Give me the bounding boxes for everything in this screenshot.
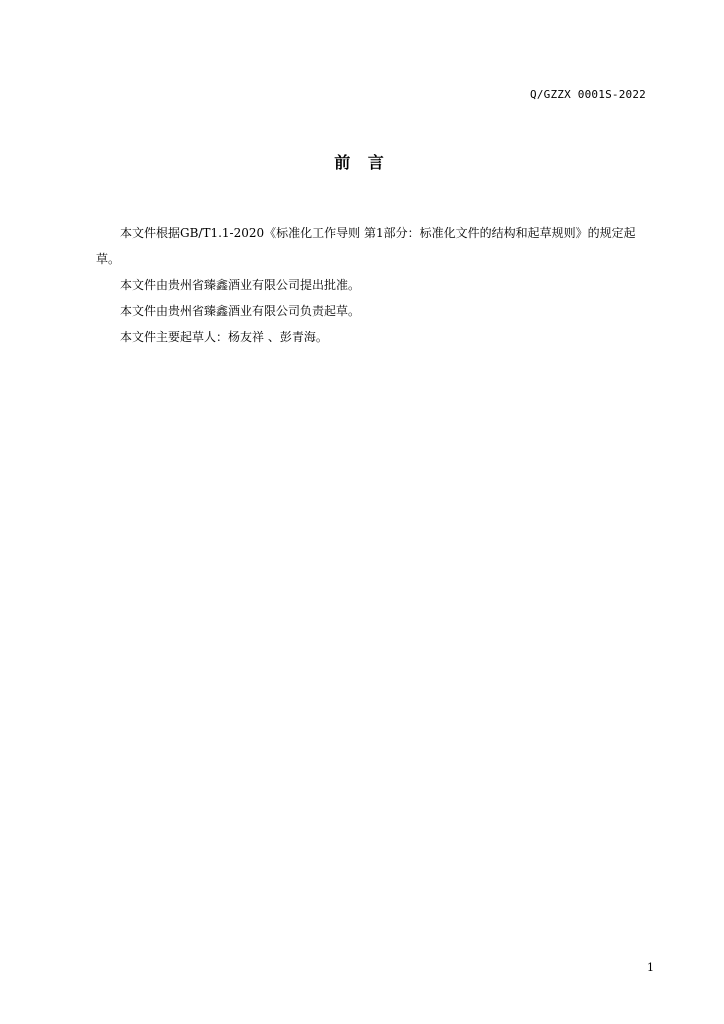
- paragraph-drafters: 本文件主要起草人：杨友祥 、彭青海。: [120, 330, 328, 344]
- page-title: 前 言: [334, 153, 390, 172]
- page-number: 1: [647, 961, 654, 974]
- paragraph-drafting-basis: 本文件根据GB/T1.1-2020《标准化工作导则 第1部分：标准化文件的结构和起草规则》的规定起草。: [96, 226, 636, 266]
- paragraph-drafting-unit: 本文件由贵州省臻鑫酒业有限公司负责起草。: [120, 304, 361, 318]
- standard-code: Q/GZZX 0001S-2022: [530, 88, 646, 101]
- paragraph-proposer: 本文件由贵州省臻鑫酒业有限公司提出批准。: [120, 278, 361, 292]
- foreword-body: [96, 220, 636, 350]
